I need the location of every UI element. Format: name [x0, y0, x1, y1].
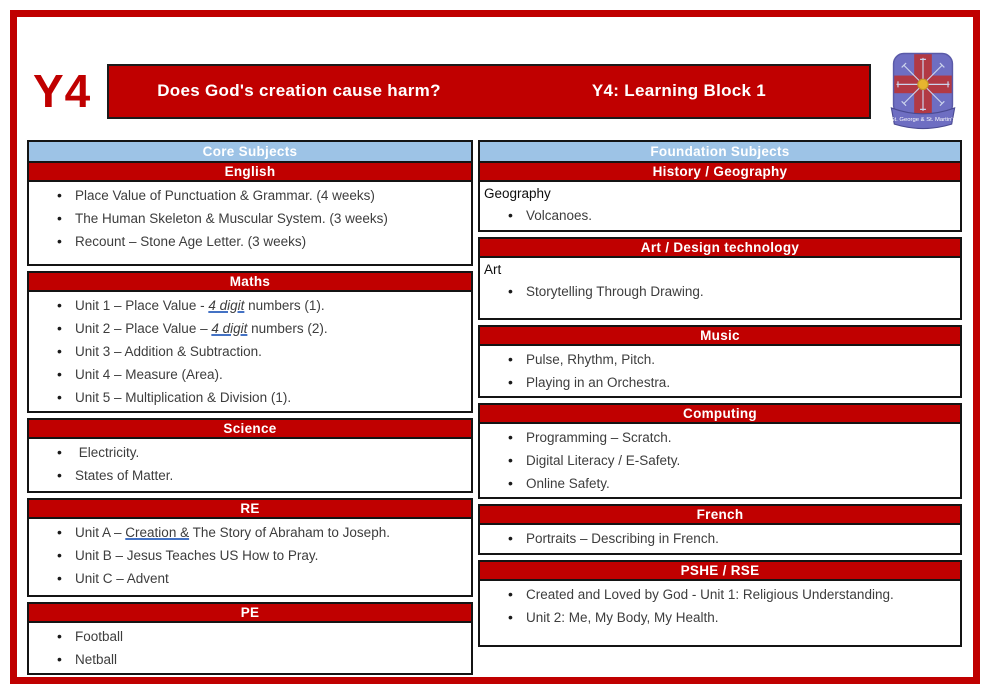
crest-ribbon-text: St. George & St. Martin's	[890, 117, 956, 124]
subject-header-pe: PE	[27, 602, 473, 623]
topic-list	[29, 184, 465, 253]
subject-section-computing	[478, 403, 962, 499]
school-crest-logo	[887, 52, 959, 130]
banner-block-title: Y4: Learning Block 1	[591, 81, 767, 100]
subject-content-maths	[27, 292, 473, 413]
foundation-subject-sections	[478, 163, 962, 647]
topic-item: • Unit 4 – Measure (Area).	[29, 363, 465, 386]
core-subjects-header: Core Subjects	[27, 140, 473, 163]
topic-item: • Unit 2 – Place Value – 4 digit numbers (2).	[29, 317, 465, 340]
subject-header-re: RE	[27, 498, 473, 519]
topic-list	[480, 426, 954, 495]
subject-section-pe	[27, 602, 473, 675]
subject-content-science	[27, 439, 473, 493]
topic-item: • Volcanoes.	[480, 204, 954, 227]
subject-section-art-design-technology	[478, 237, 962, 320]
subject-header-music: Music	[478, 325, 962, 346]
subject-section-pshe-rse	[478, 560, 962, 647]
subject-section-french	[478, 504, 962, 555]
subject-header-french: French	[478, 504, 962, 525]
subject-header-science: Science	[27, 418, 473, 439]
topic-list	[480, 348, 954, 394]
topic-item: • Football	[29, 625, 465, 648]
subject-content-english	[27, 182, 473, 266]
subject-columns	[27, 140, 962, 675]
subject-content-french	[478, 525, 962, 555]
topic-list	[29, 625, 465, 671]
topic-item: • Pulse, Rhythm, Pitch.	[480, 348, 954, 371]
subject-header-pshe-rse: PSHE / RSE	[478, 560, 962, 581]
foundation-subjects-header: Foundation Subjects	[478, 140, 962, 163]
subject-subheading-geography: Geography	[484, 186, 551, 201]
core-subject-sections	[27, 163, 473, 675]
topic-item: • Created and Loved by God - Unit 1: Religious Understanding.	[480, 583, 954, 606]
subject-content-pe	[27, 623, 473, 675]
subject-header-computing: Computing	[478, 403, 962, 424]
page-frame	[10, 10, 980, 684]
subject-header-english: English	[27, 161, 473, 182]
topic-list	[29, 521, 465, 590]
subject-content-art-design-technology	[478, 258, 962, 320]
subject-content-history-geography	[478, 182, 962, 232]
subject-section-re	[27, 498, 473, 597]
topic-list	[480, 583, 954, 629]
topic-item: • Unit 5 – Multiplication & Division (1).	[29, 386, 465, 409]
subject-header-history-geography: History / Geography	[478, 161, 962, 182]
subject-header-maths: Maths	[27, 271, 473, 292]
topic-list	[480, 204, 954, 227]
topic-item: • Unit A – Creation & The Story of Abraham to Joseph.	[29, 521, 465, 544]
topic-item: • Unit 1 – Place Value - 4 digit numbers (1).	[29, 294, 465, 317]
topic-item: • Recount – Stone Age Letter. (3 weeks)	[29, 230, 465, 253]
topic-item: • Unit C – Advent	[29, 567, 465, 590]
subject-content-computing	[478, 424, 962, 499]
topic-item: • Programming – Scratch.	[480, 426, 954, 449]
core-subjects-column	[27, 140, 473, 675]
topic-list	[29, 441, 465, 487]
banner-question: Does God's creation cause harm?	[157, 81, 441, 100]
crest-shield-icon	[887, 52, 959, 130]
topic-list	[480, 280, 954, 303]
topic-item: • Playing in an Orchestra.	[480, 371, 954, 394]
topic-item: • Netball	[29, 648, 465, 671]
subject-section-music	[478, 325, 962, 398]
foundation-subjects-column	[478, 140, 962, 647]
subject-subheading-art: Art	[484, 262, 502, 277]
topic-list	[480, 527, 954, 550]
subject-section-science	[27, 418, 473, 493]
topic-item: • Place Value of Punctuation & Grammar. (4 weeks)	[29, 184, 465, 207]
subject-section-maths	[27, 271, 473, 413]
subject-header-art-design-technology: Art / Design technology	[478, 237, 962, 258]
subject-content-music	[478, 346, 962, 398]
topic-item: • Unit 2: Me, My Body, My Health.	[480, 606, 954, 629]
topic-item: • Unit 3 – Addition & Subtraction.	[29, 340, 465, 363]
topic-list	[29, 294, 465, 409]
topic-item: • Unit B – Jesus Teaches US How to Pray.	[29, 544, 465, 567]
topic-item: • Electricity.	[29, 441, 465, 464]
header	[27, 52, 959, 130]
subject-content-pshe-rse	[478, 581, 962, 647]
topic-item: • Storytelling Through Drawing.	[480, 280, 954, 303]
subject-content-re	[27, 519, 473, 597]
subject-section-history-geography	[478, 161, 962, 232]
subject-section-english	[27, 161, 473, 266]
topic-item: • Online Safety.	[480, 472, 954, 495]
year-label: Y4	[33, 65, 92, 117]
topic-item: • Portraits – Describing in French.	[480, 527, 954, 550]
topic-item: • States of Matter.	[29, 464, 465, 487]
topic-item: • The Human Skeleton & Muscular System. (3 weeks)	[29, 207, 465, 230]
title-banner	[107, 64, 871, 119]
topic-item: • Digital Literacy / E-Safety.	[480, 449, 954, 472]
